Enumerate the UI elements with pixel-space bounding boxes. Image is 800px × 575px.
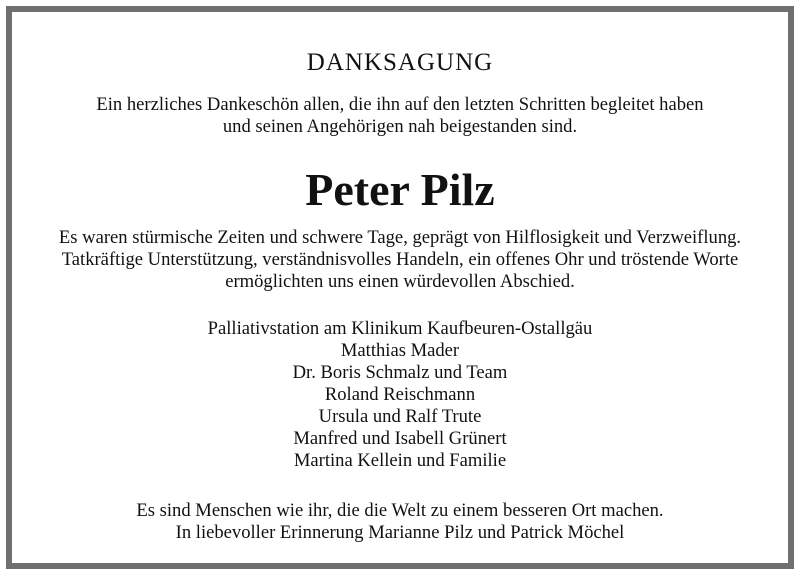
closing-line: Es sind Menschen wie ihr, die die Welt zu einem besseren Ort machen. — [136, 500, 664, 521]
thanks-list-item: Martina Kellein und Familie — [293, 450, 507, 471]
thanks-list-item: Ursula und Ralf Trute — [318, 406, 482, 427]
thanks-list-item: Manfred und Isabell Grünert — [293, 428, 507, 449]
obituary-notice-frame — [6, 6, 794, 569]
notice-heading: DANKSAGUNG — [306, 49, 494, 76]
thanks-list-item: Matthias Mader — [340, 340, 460, 361]
intro-paragraph — [12, 94, 788, 138]
intro-line: Ein herzliches Dankeschön allen, die ihn auf den letzten Schritten begleitet haben — [96, 94, 704, 115]
body-line: Tatkräftige Unterstützung, verständnisvolles Handeln, ein offenes Ohr und tröstende Worte — [61, 249, 739, 270]
deceased-name: Peter Pilz — [305, 164, 495, 215]
thanks-list — [12, 318, 788, 472]
body-line: ermöglichten uns einen würdevollen Abschied. — [225, 271, 575, 292]
closing-line: In liebevoller Erinnerung Marianne Pilz und Patrick Möchel — [175, 522, 625, 543]
body-line: Es waren stürmische Zeiten und schwere Tage, geprägt von Hilflosigkeit und Verzweiflung. — [58, 227, 742, 248]
thanks-list-item: Palliativstation am Klinikum Kaufbeuren-Ostallgäu — [207, 318, 593, 339]
body-paragraph — [12, 227, 788, 293]
thanks-list-item: Dr. Boris Schmalz und Team — [292, 362, 508, 383]
thanks-list-item: Roland Reischmann — [324, 384, 476, 405]
closing-paragraph — [12, 500, 788, 544]
intro-line: und seinen Angehörigen nah beigestanden sind. — [222, 116, 578, 137]
